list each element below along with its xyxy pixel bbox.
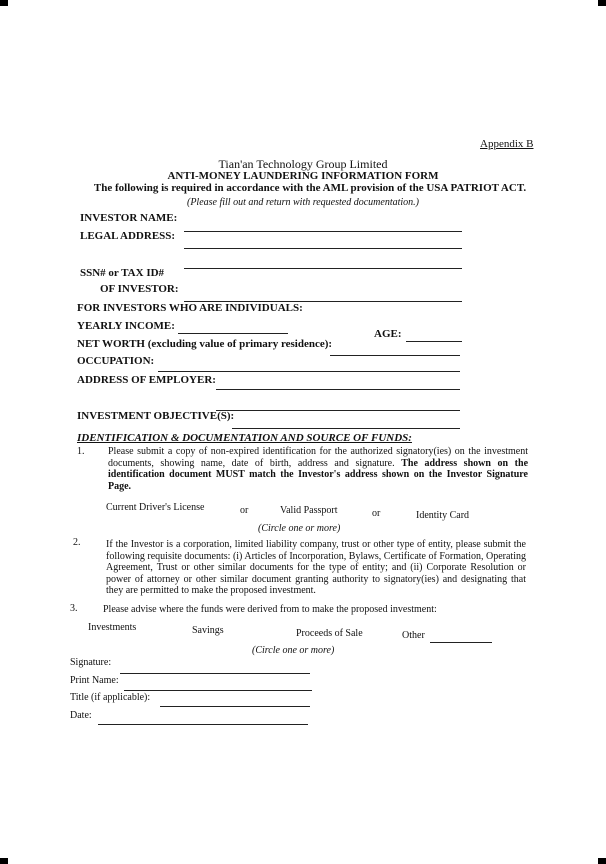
fill-instruction: (Please fill out and return with requested documentation.) <box>186 197 419 208</box>
fund-option-proceeds-of-sale[interactable]: Proceeds of Sale <box>296 628 363 639</box>
objectives-line[interactable] <box>232 428 460 429</box>
age-line[interactable] <box>406 341 462 342</box>
employer-address-line-2[interactable] <box>216 410 460 411</box>
occupation-line[interactable] <box>158 371 460 372</box>
employer-address-label: ADDRESS OF EMPLOYER: <box>77 374 216 386</box>
item-1-text <box>108 446 528 492</box>
objectives-label: INVESTMENT OBJECTIVE(S): <box>77 410 235 422</box>
identification-section-title: IDENTIFICATION & DOCUMENTATION AND SOURCE OF FUNDS: <box>77 432 412 444</box>
investor-name-label: INVESTOR NAME: <box>80 212 178 224</box>
item-3-number: 3. <box>70 603 78 614</box>
fund-option-savings[interactable]: Savings <box>192 625 224 636</box>
legal-address-label: LEGAL ADDRESS: <box>80 230 176 242</box>
ssn-label: SSN# or TAX ID# <box>80 267 165 279</box>
id-option-passport[interactable]: Valid Passport <box>280 505 338 516</box>
id-circle-note: (Circle one or more) <box>258 523 341 534</box>
item-3-text: Please advise where the funds were derived from to make the proposed investment: <box>103 604 437 615</box>
form-title: ANTI-MONEY LAUNDERING INFORMATION FORM <box>167 170 439 182</box>
fund-option-investments[interactable]: Investments <box>88 622 137 633</box>
item-2-number: 2. <box>73 537 81 548</box>
yearly-income-label: YEARLY INCOME: <box>77 320 175 332</box>
title-label: Title (if applicable): <box>70 692 151 703</box>
item-1-emphasis: The address shown on the identification document MUST match the Investor's address shown on the Investor Signature Page. <box>108 457 529 492</box>
employer-address-line-1[interactable] <box>216 389 460 390</box>
title-line[interactable] <box>160 706 310 707</box>
date-label: Date: <box>70 710 92 721</box>
fund-circle-note: (Circle one or more) <box>252 645 335 656</box>
date-line[interactable] <box>98 724 308 725</box>
yearly-income-line[interactable] <box>178 333 288 334</box>
scan-edge-mark <box>0 858 8 864</box>
fund-option-other[interactable]: Other <box>402 630 425 641</box>
scan-edge-mark <box>598 0 606 6</box>
id-option-drivers-license[interactable]: Current Driver's License <box>106 502 205 513</box>
item-2-text: If the Investor is a corporation, limited liability company, trust or other type of entity, please submit the following requisite documents: (i) Articles of Incorporation, Bylaws, Certificate of Formation, Operating Agreement, Trust or other similar documents for the type of entity; and (ii) Corporate Resolution or power of attorney or other similar document granting authority to signatory(ies) and designating that they are permitted to make the proposed investment. <box>106 539 526 596</box>
occupation-label: OCCUPATION: <box>77 355 155 367</box>
item-1-body: Please submit a copy of non-expired identification for the authorized signatory(ies) on the investment documents, showing name, date of birth, address and signature. <box>108 446 528 469</box>
print-name-label: Print Name: <box>70 675 119 686</box>
net-worth-line[interactable] <box>330 355 460 356</box>
legal-address-line-2[interactable] <box>184 268 462 269</box>
id-option-identity-card[interactable]: Identity Card <box>416 510 470 521</box>
signature-line[interactable] <box>120 673 310 674</box>
investor-name-line[interactable] <box>184 231 462 232</box>
fund-other-line[interactable] <box>430 642 492 643</box>
age-label: AGE: <box>374 328 402 340</box>
id-or-2: or <box>372 508 381 519</box>
legal-address-line-1[interactable] <box>184 248 462 249</box>
individuals-heading: FOR INVESTORS WHO ARE INDIVIDUALS: <box>77 302 303 314</box>
item-1-number: 1. <box>77 446 85 457</box>
company-name: Tian'an Technology Group Limited <box>218 157 388 171</box>
id-or-1: or <box>240 505 249 516</box>
appendix-label: Appendix B <box>480 138 534 150</box>
scan-edge-mark <box>0 0 8 6</box>
signature-label: Signature: <box>70 657 112 668</box>
requirement-statement: The following is required in accordance with the AML provision of the USA PATRIOT ACT. <box>93 182 527 194</box>
scan-edge-mark <box>598 858 606 864</box>
of-investor-label: OF INVESTOR: <box>100 283 179 295</box>
print-name-line[interactable] <box>124 690 312 691</box>
net-worth-label: NET WORTH (excluding value of primary residence): <box>77 338 333 350</box>
